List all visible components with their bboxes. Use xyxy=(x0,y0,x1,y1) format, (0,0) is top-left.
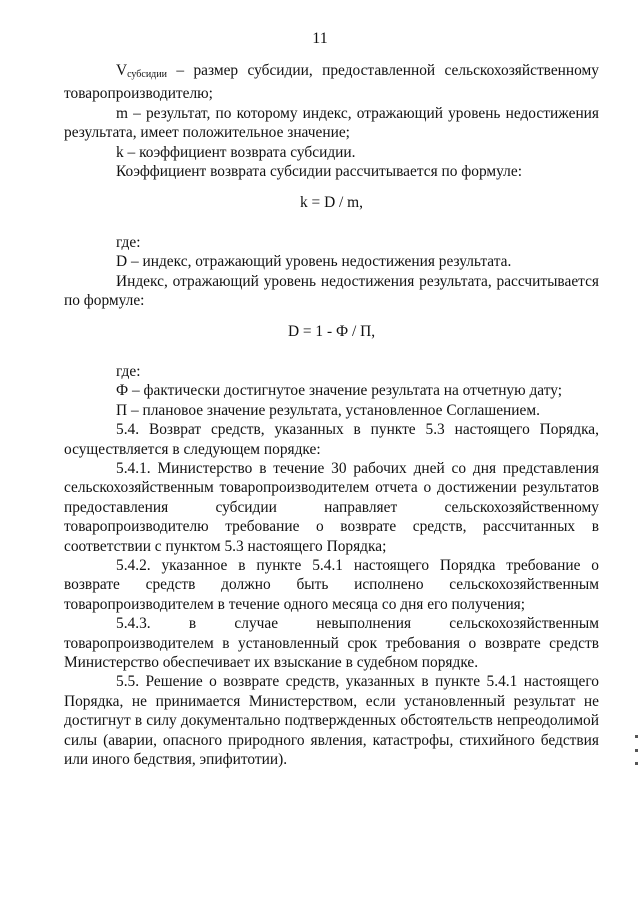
document-body xyxy=(64,61,599,769)
clause-5-4-1: 5.4.1. Министерство в течение 30 рабочих дней со дня представления сельскохозяйственным товаропроизводителем отчета о достижении результатов предоставления субсидии направляет сельскохозяйственному товаропроизводителю требование о возврате средств, рассчитанных в соответствии с пунктом 5.3 настоящего Порядка; xyxy=(64,459,599,555)
clause-5-5: 5.5. Решение о возврате средств, указанных в пункте 5.4.1 настоящего Порядка, не принимается Министерством, если установленный результат не достигнут в силу документально подтвержденных обстоятельств непреодолимой силы (аварии, опасного природного явления, катастрофы, стихийного бедствия или иного бедствия, эпифитотии). xyxy=(64,673,599,768)
paragraph-subsidy-size xyxy=(64,61,599,104)
clause-5-4-2: 5.4.2. указанное в пункте 5.4.1 настоящего Порядка требование о возврате средств должно быть исполнено сельскохозяйственным товаропроизводителем в течение одного месяца со дня его получения; xyxy=(64,556,599,613)
paragraph-index-d: D – индекс, отражающий уровень недостижения результата. xyxy=(116,253,512,271)
clause-5-4: 5.4. Возврат средств, указанных в пункте 5.3 настоящего Порядка, осуществляется в следующем порядке: xyxy=(64,421,599,458)
formula-k: k = D / m, xyxy=(300,194,363,212)
formula-d: D = 1 - Ф / П, xyxy=(287,323,376,341)
paragraph-result-m: m – результат, по которому индекс, отражающий уровень недостижения результата, имеет положительное значение; xyxy=(64,104,599,142)
paragraph-text: – размер субсидии, предоставленной сельскохозяйственному товаропроизводителю; xyxy=(64,62,599,103)
scan-dot xyxy=(635,762,638,765)
page-number: 11 xyxy=(312,30,328,47)
scan-dot xyxy=(635,749,638,752)
paragraph-index-formula-intro: Индекс, отражающий уровень недостижения результата, рассчитывается по формуле: xyxy=(64,272,599,310)
paragraph-actual-value: Ф – фактически достигнутое значение результата на отчетную дату; xyxy=(116,382,563,400)
paragraph-where-2: где: xyxy=(116,362,141,380)
paragraph-coefficient-k: k – коэффициент возврата субсидии. xyxy=(116,143,356,161)
variable-symbol: V xyxy=(116,62,128,79)
paragraph-where: где: xyxy=(116,233,141,251)
scan-dot xyxy=(635,735,638,738)
clause-5-4-3: 5.4.3. в случае невыполнения сельскохозяйственным товаропроизводителем в установленный срок требования о возврате средств Министерство обеспечивает их взыскание в судебном порядке. xyxy=(64,615,599,671)
scan-margin-mark xyxy=(635,735,638,765)
variable-subscript: субсидии xyxy=(127,69,167,80)
paragraph-planned-value: П – плановое значение результата, установленное Соглашением. xyxy=(116,401,540,419)
paragraph-formula-intro: Коэффициент возврата субсидии рассчитывается по формуле: xyxy=(116,163,522,181)
